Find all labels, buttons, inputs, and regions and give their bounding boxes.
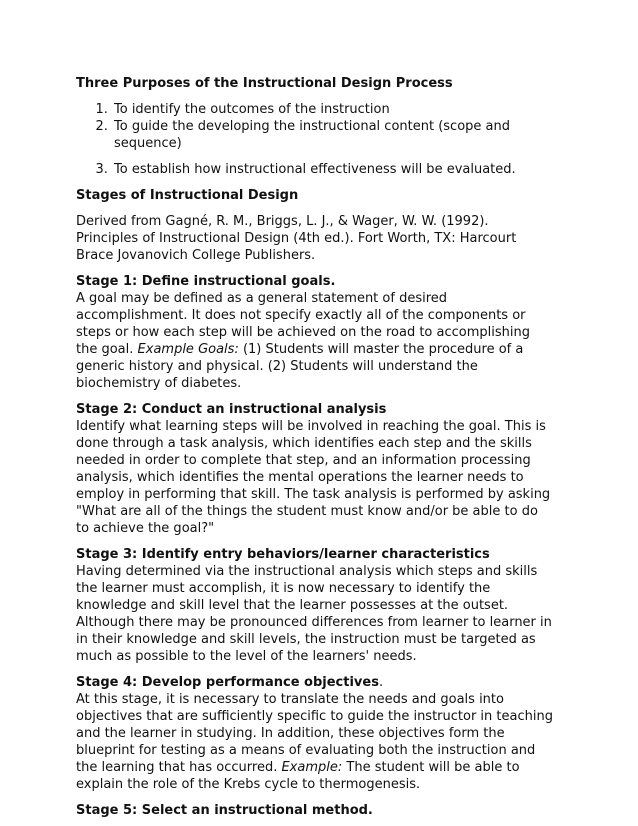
stage-4-heading-period: .: [378, 675, 384, 690]
stage-1-heading: Stage 1: Define instructional goals.: [76, 274, 336, 289]
stage-4-heading-line: [76, 674, 554, 691]
stages-title: Stages of Instructional Design: [76, 188, 299, 203]
stage-3: [76, 546, 554, 665]
stage-3-body: Having determined via the instructional analysis which steps and skills the learner must accomplish, it is now necessary to identify the knowledge and skill level that the learner possesses at the outset. Although there may be pronounced differences from learner to learner in in their knowledge and skill levels, the instruction must be targeted as much as possible to the level of the learners' needs.: [76, 564, 552, 664]
purpose-item-1: 1. To identify the outcomes of the instruction: [112, 101, 554, 118]
purposes-title: Three Purposes of the Instructional Design Process: [76, 76, 453, 91]
stage-4-example-label: Example:: [281, 760, 343, 775]
stage-5: [76, 802, 554, 819]
citation: Derived from Gagné, R. M., Briggs, L. J., & Wager, W. W. (1992). Principles of Instructional Design (4th ed.). Fort Worth, TX: Harcourt Brace Jovanovich College Publishers.: [76, 214, 517, 263]
stage-2-body: Identify what learning steps will be involved in reaching the goal. This is done through a task analysis, which identifies each step and the skills needed in order to complete that step, and an information processing analysis, which identifies the mental operations the learner needs to employ in performing that skill. The task analysis is performed by asking "What are all of the things the student must know and/or be able to do to achieve the goal?": [76, 419, 551, 536]
stage-1-example-label: Example Goals:: [137, 342, 239, 357]
stage-4-text: At this stage, it is necessary to translate the needs and goals into objectives that are sufficiently specific to guide the instructor in teaching and the learner in studying. In addition, these objectives form the blueprint for testing as a means of evaluating both the instruction and the learning that has occurred.: [76, 692, 553, 775]
stage-4-body: [76, 691, 554, 793]
stage-5-heading: Stage 5: Select an instructional method.: [76, 803, 373, 818]
stage-2: [76, 401, 554, 537]
stage-1-body: [76, 290, 554, 392]
document-page: [76, 75, 554, 819]
purposes-list: [76, 101, 554, 178]
stage-3-heading: Stage 3: Identify entry behaviors/learner characteristics: [76, 547, 490, 562]
stage-4-heading: Stage 4: Develop performance objectives: [76, 675, 379, 690]
stage-4-example-text: The student will be able to explain the role of the Krebs cycle to thermogenesis.: [76, 760, 520, 792]
stage-4: [76, 674, 554, 793]
purpose-item-2: 2. To guide the developing the instructional content (scope and sequence): [112, 118, 554, 152]
stage-1-example-text: (1) Students will master the procedure of a generic history and physical. (2) Students will understand the biochemistry of diabetes.: [76, 342, 524, 391]
stage-2-heading: Stage 2: Conduct an instructional analysis: [76, 402, 387, 417]
purpose-item-3: 3. To establish how instructional effectiveness will be evaluated.: [112, 161, 554, 178]
stage-1-text: A goal may be defined as a general statement of desired accomplishment. It does not specify exactly all of the components or steps or how each step will be achieved on the road to accomplishing the goal.: [76, 291, 530, 357]
stage-1: [76, 273, 554, 392]
